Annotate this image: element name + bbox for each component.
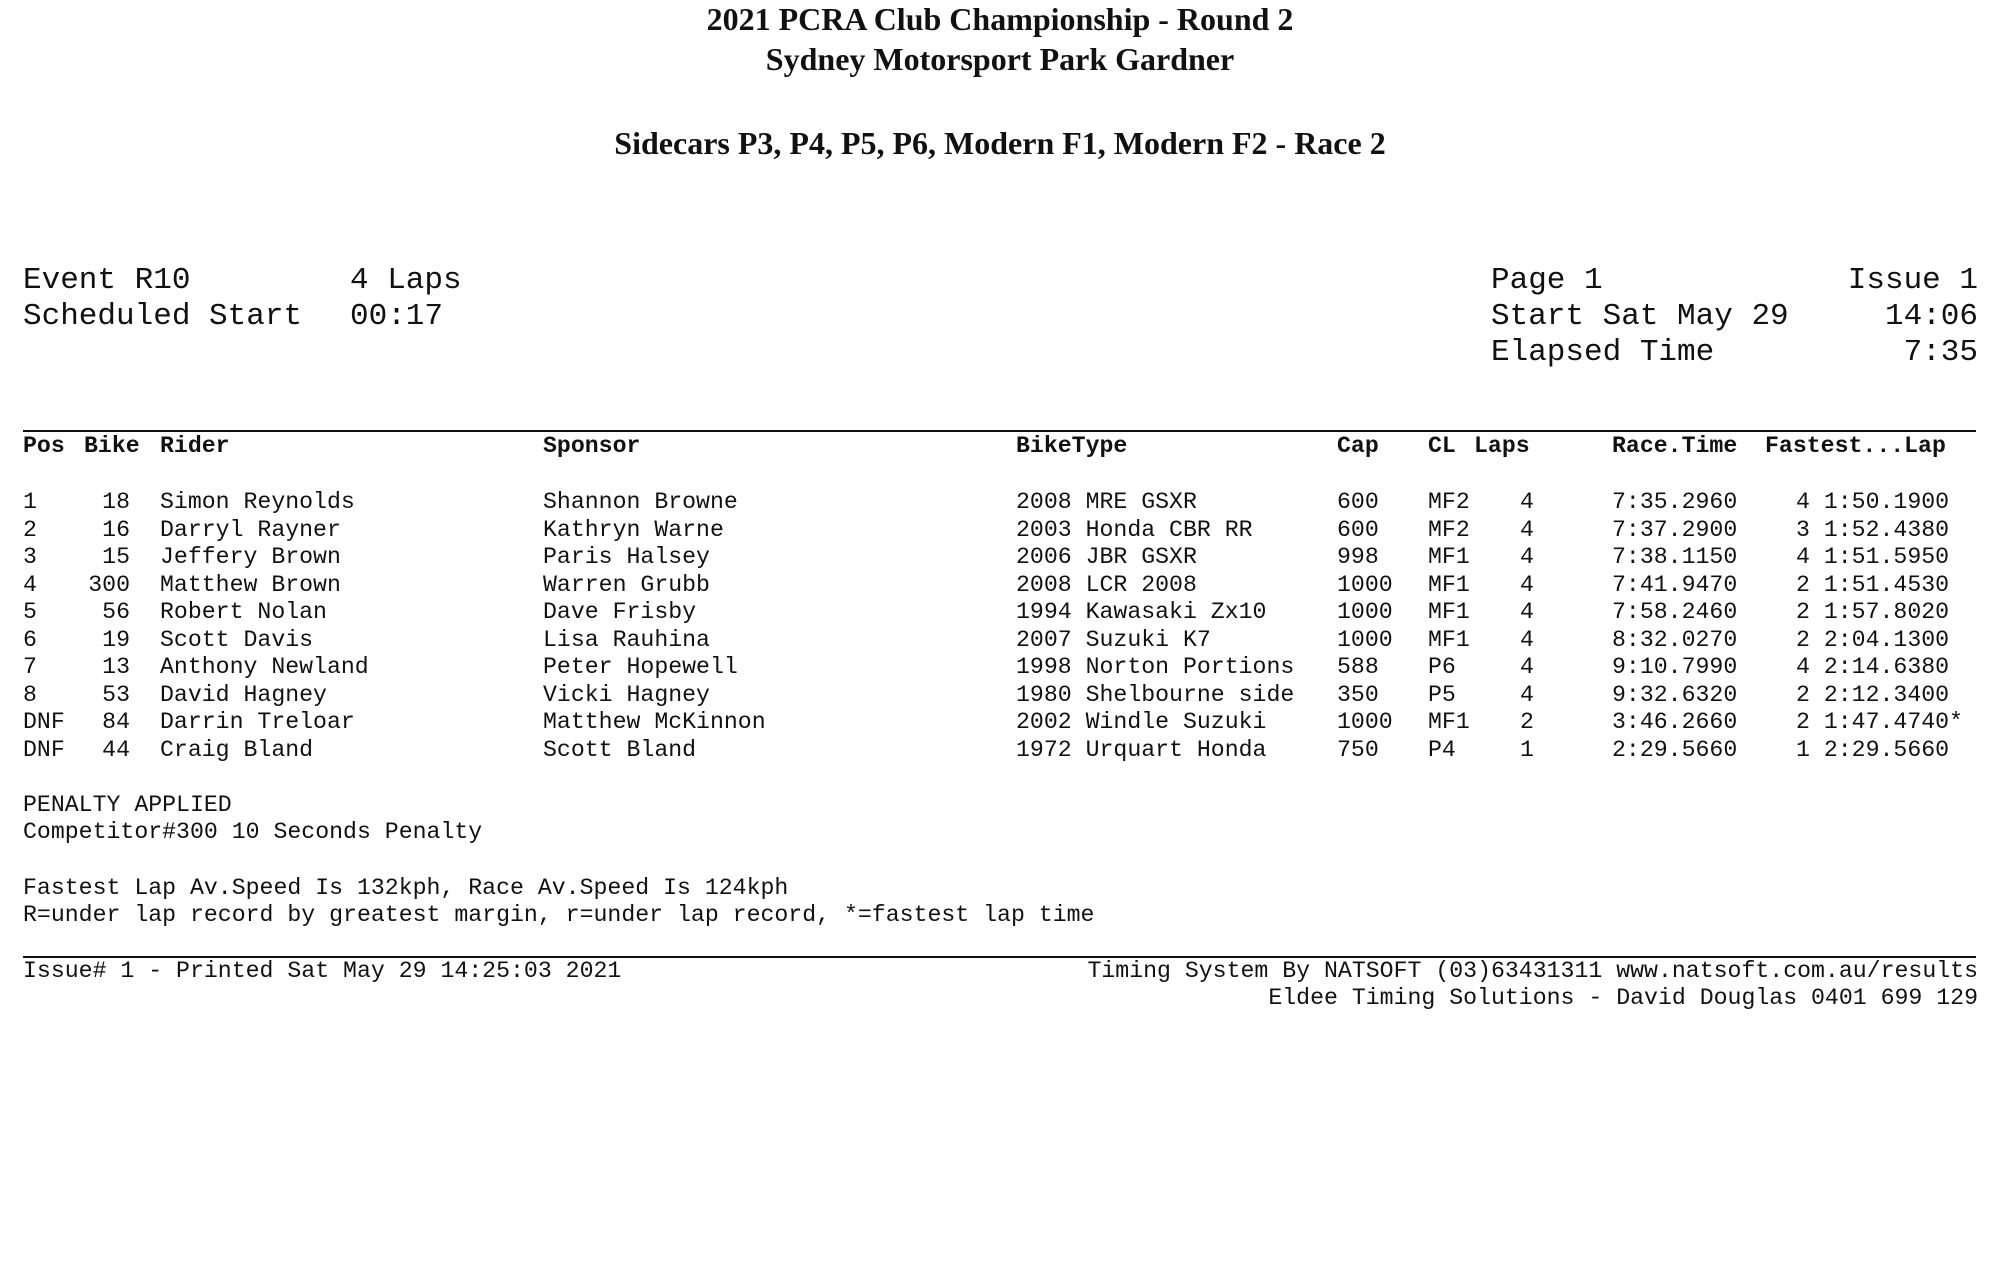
col-cl: CL (1428, 433, 1456, 459)
cell-cl: MF1 (1428, 571, 1470, 598)
start-time: 14:06 (1884, 299, 1978, 334)
cell-cl: MF2 (1428, 516, 1470, 543)
cell-bike: 44 (102, 736, 130, 763)
cell-fastest: 2 1:51.4530 (1796, 571, 1950, 598)
speed-summary: Fastest Lap Av.Speed Is 132kph, Race Av.Speed Is 124kph (23, 875, 789, 901)
cell-laps: 2 (1520, 709, 1534, 735)
penalty-detail: Competitor#300 10 Seconds Penalty (23, 819, 483, 845)
cell-sponsor: Warren Grubb (543, 571, 710, 598)
timing-system-credit: Timing System By NATSOFT (03)63431311 www.natsoft.com.au/results (1087, 958, 1978, 984)
cell-cl: P6 (1428, 654, 1456, 680)
cell-biketype: 1994 Kawasaki Zx10 (1016, 599, 1267, 625)
cell-racetime: 7:35.2960 (1612, 489, 1738, 515)
cell-cap: 1000 (1337, 709, 1393, 735)
cell-sponsor: Paris Halsey (543, 544, 710, 570)
cell-fastest: 4 2:14.6380 (1796, 654, 1950, 680)
cell-biketype: 2006 JBR GSXR (1016, 544, 1197, 570)
cell-biketype: 2008 LCR 2008 (1016, 571, 1197, 598)
penalty-heading: PENALTY APPLIED (23, 792, 232, 818)
table-row (0, 709, 2000, 737)
cell-laps: 4 (1520, 599, 1534, 625)
cell-bike: 84 (102, 709, 130, 735)
col-biketype: BikeType (1016, 433, 1128, 459)
championship-title: 2021 PCRA Club Championship - Round 2 (706, 1, 1294, 37)
cell-pos: 8 (23, 681, 37, 708)
cell-racetime: 8:32.0270 (1612, 626, 1738, 653)
cell-sponsor: Shannon Browne (543, 489, 738, 515)
cell-racetime: 3:46.2660 (1612, 709, 1738, 735)
cell-racetime: 2:29.5660 (1612, 736, 1738, 763)
cell-cl: MF2 (1428, 489, 1470, 515)
cell-pos: 6 (23, 626, 37, 653)
cell-laps: 1 (1520, 736, 1534, 763)
table-row (0, 572, 2000, 600)
cell-biketype: 2007 Suzuki K7 (1016, 626, 1211, 653)
issue-printed: Issue# 1 - Printed Sat May 29 14:25:03 2021 (23, 958, 622, 984)
cell-fastest: 2 2:12.3400 (1796, 681, 1950, 708)
col-racetime: Race.Time (1612, 433, 1738, 459)
cell-cap: 600 (1337, 516, 1379, 543)
event-label: Event R10 (23, 263, 191, 298)
col-cap: Cap (1337, 433, 1379, 459)
cell-cl: P5 (1428, 681, 1456, 708)
cell-cl: MF1 (1428, 544, 1470, 570)
cell-biketype: 2003 Honda CBR RR (1016, 516, 1253, 543)
col-fastest: Fastest...Lap (1765, 433, 1946, 459)
cell-laps: 4 (1520, 626, 1534, 653)
cell-sponsor: Matthew McKinnon (543, 709, 766, 735)
scheduled-start-label: Scheduled Start (23, 299, 303, 334)
cell-racetime: 7:41.9470 (1612, 571, 1738, 598)
cell-cap: 1000 (1337, 599, 1393, 625)
cell-pos: 2 (23, 516, 37, 543)
laps-label: 4 Laps (350, 263, 462, 298)
cell-cap: 600 (1337, 489, 1379, 515)
elapsed-time: 7:35 (1903, 335, 1978, 370)
cell-biketype: 2002 Windle Suzuki (1016, 709, 1267, 735)
cell-rider: Darrin Treloar (160, 709, 355, 735)
table-row (0, 737, 2000, 765)
cell-bike: 16 (102, 516, 130, 543)
cell-sponsor: Peter Hopewell (543, 654, 738, 680)
scheduled-start-time: 00:17 (350, 299, 444, 334)
table-top-rule (23, 430, 1976, 432)
cell-rider: David Hagney (160, 681, 327, 708)
cell-bike: 56 (102, 599, 130, 625)
cell-pos: 1 (23, 489, 37, 515)
page-label: Page 1 (1491, 263, 1603, 298)
cell-racetime: 7:38.1150 (1612, 544, 1738, 570)
cell-cap: 750 (1337, 736, 1379, 763)
cell-sponsor: Scott Bland (543, 736, 697, 763)
cell-bike: 18 (102, 489, 130, 515)
cell-biketype: 1998 Norton Portions (1016, 654, 1295, 680)
cell-rider: Matthew Brown (160, 571, 341, 598)
cell-cap: 1000 (1337, 571, 1393, 598)
cell-bike: 15 (102, 544, 130, 570)
table-row (0, 654, 2000, 682)
cell-pos: DNF (23, 709, 65, 735)
cell-fastest: 4 1:50.1900 (1796, 489, 1950, 515)
cell-rider: Jeffery Brown (160, 544, 341, 570)
cell-pos: 5 (23, 599, 37, 625)
cell-biketype: 1972 Urquart Honda (1016, 736, 1267, 763)
cell-laps: 4 (1520, 489, 1534, 515)
table-row (0, 544, 2000, 572)
cell-sponsor: Dave Frisby (543, 599, 697, 625)
cell-pos: DNF (23, 736, 65, 763)
table-row (0, 627, 2000, 655)
cell-pos: 3 (23, 544, 37, 570)
cell-cl: MF1 (1428, 626, 1470, 653)
cell-laps: 4 (1520, 654, 1534, 680)
table-header (0, 433, 2000, 461)
cell-fastest: 4 1:51.5950 (1796, 544, 1950, 570)
issue-label: Issue 1 (1847, 263, 1978, 298)
cell-rider: Darryl Rayner (160, 516, 341, 543)
cell-laps: 4 (1520, 571, 1534, 598)
cell-bike: 300 (88, 571, 130, 598)
cell-cap: 350 (1337, 681, 1379, 708)
cell-rider: Robert Nolan (160, 599, 327, 625)
cell-cl: MF1 (1428, 599, 1470, 625)
cell-cap: 588 (1337, 654, 1379, 680)
cell-pos: 4 (23, 571, 37, 598)
cell-laps: 4 (1520, 681, 1534, 708)
cell-fastest: 2 1:47.4740* (1796, 709, 1963, 735)
col-laps: Laps (1474, 433, 1530, 459)
cell-fastest: 2 1:57.8020 (1796, 599, 1950, 625)
cell-cap: 1000 (1337, 626, 1393, 653)
cell-rider: Simon Reynolds (160, 489, 355, 515)
cell-rider: Craig Bland (160, 736, 314, 763)
cell-racetime: 9:10.7990 (1612, 654, 1738, 680)
col-pos: Pos (23, 433, 65, 459)
cell-bike: 53 (102, 681, 130, 708)
cell-pos: 7 (23, 654, 37, 680)
table-row (0, 599, 2000, 627)
cell-cl: MF1 (1428, 709, 1470, 735)
cell-rider: Anthony Newland (160, 654, 369, 680)
cell-bike: 13 (102, 654, 130, 680)
table-row (0, 517, 2000, 545)
col-rider: Rider (160, 433, 230, 459)
cell-laps: 4 (1520, 544, 1534, 570)
cell-sponsor: Lisa Rauhina (543, 626, 710, 653)
cell-laps: 4 (1520, 516, 1534, 543)
cell-rider: Scott Davis (160, 626, 314, 653)
cell-cl: P4 (1428, 736, 1456, 763)
cell-bike: 19 (102, 626, 130, 653)
lap-record-legend: R=under lap record by greatest margin, r=under lap record, *=fastest lap time (23, 902, 1095, 928)
cell-fastest: 3 1:52.4380 (1796, 516, 1950, 543)
cell-biketype: 1980 Shelbourne side (1016, 681, 1295, 708)
cell-sponsor: Vicki Hagney (543, 681, 710, 708)
cell-biketype: 2008 MRE GSXR (1016, 489, 1197, 515)
start-label: Start Sat May 29 (1491, 299, 1789, 334)
timing-solutions-credit: Eldee Timing Solutions - David Douglas 0401 699 129 (1268, 985, 1978, 1011)
cell-racetime: 9:32.6320 (1612, 681, 1738, 708)
cell-cap: 998 (1337, 544, 1379, 570)
cell-sponsor: Kathryn Warne (543, 516, 724, 543)
results-table-body (0, 489, 2000, 779)
table-row (0, 489, 2000, 517)
table-row (0, 682, 2000, 710)
cell-fastest: 1 2:29.5660 (1796, 736, 1950, 763)
elapsed-label: Elapsed Time (1491, 335, 1715, 370)
col-sponsor: Sponsor (543, 433, 641, 459)
cell-racetime: 7:37.2900 (1612, 516, 1738, 543)
cell-fastest: 2 2:04.1300 (1796, 626, 1950, 653)
col-bike: Bike (84, 433, 140, 459)
race-title: Sidecars P3, P4, P5, P6, Modern F1, Modern F2 - Race 2 (614, 125, 1386, 161)
cell-racetime: 7:58.2460 (1612, 599, 1738, 625)
venue-title: Sydney Motorsport Park Gardner (765, 41, 1235, 77)
